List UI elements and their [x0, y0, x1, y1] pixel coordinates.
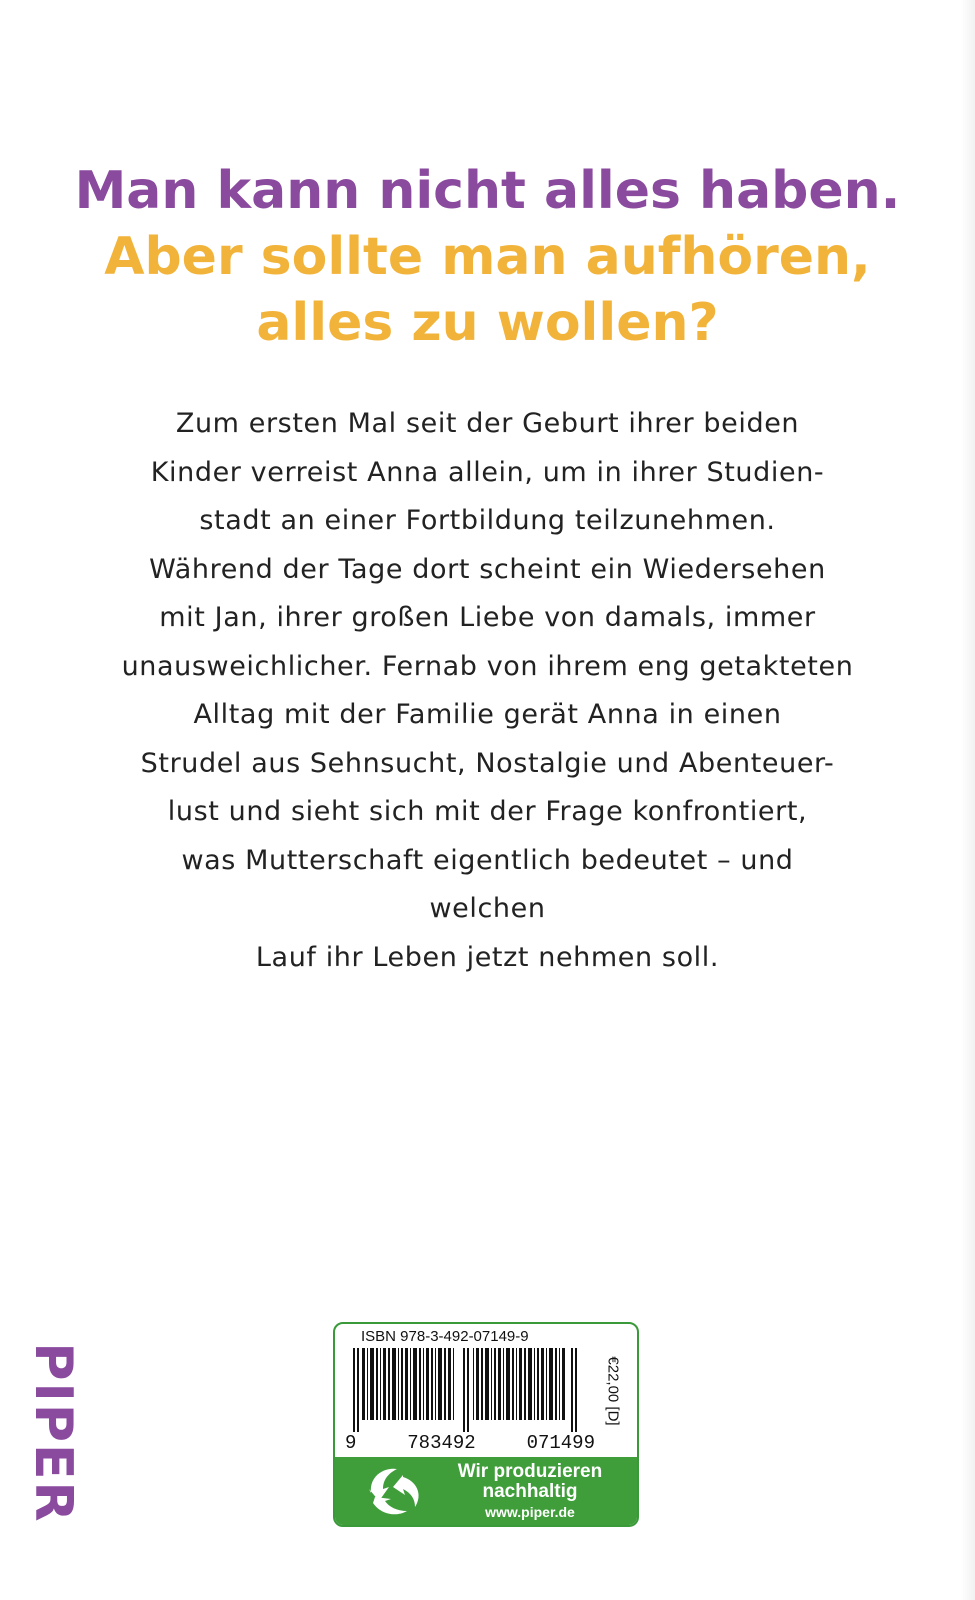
price-text: €22,00 [D] — [604, 1356, 622, 1426]
price-label — [593, 1346, 633, 1436]
eco-text — [435, 1462, 625, 1522]
barcode-digit-group: 9 — [345, 1432, 357, 1454]
barcode-box — [333, 1322, 639, 1527]
barcode-digit-group: 783492 — [407, 1432, 476, 1454]
barcode-digits — [345, 1432, 595, 1454]
book-blurb: Zum ersten Mal seit der Geburt ihrer beiden Kinder verreist Anna allein, um in ihrer Studien- stadt an einer Fortbildung teilzunehmen. Während der Tage dort scheint ein Wiedersehen mit Jan, ihrer großen Liebe von damals, immer unausweichlicher. Fernab von ihrem eng getakteten Alltag mit der Familie gerät Anna in einen Strudel aus Sehnsucht, Nostalgie und Abenteuer- lust und sieht sich mit der Frage konfrontiert, was Mutterschaft eigentlich bedeutet – und welchen Lauf ihr Leben jetzt nehmen soll. — [121, 408, 854, 973]
headline-line-2: Aber sollte man aufhören, — [104, 227, 871, 287]
recycle-leaf-icon — [363, 1463, 427, 1519]
headline — [0, 158, 975, 356]
publisher-logo — [23, 1338, 83, 1528]
barcode-icon — [353, 1348, 587, 1432]
headline-line-3: alles zu wollen? — [256, 293, 719, 353]
isbn-label: ISBN 978-3-492-07149-9 — [361, 1328, 529, 1345]
publisher-logo-text: PIPER — [23, 1342, 83, 1524]
headline-line-1: Man kann nicht alles haben. — [74, 161, 901, 221]
barcode-digit-group: 071499 — [526, 1432, 595, 1454]
eco-badge — [335, 1457, 637, 1525]
eco-line-2: nachhaltig — [482, 1481, 578, 1502]
publisher-url[interactable]: www.piper.de — [485, 1504, 575, 1520]
eco-line-1: Wir produzieren — [457, 1461, 603, 1482]
